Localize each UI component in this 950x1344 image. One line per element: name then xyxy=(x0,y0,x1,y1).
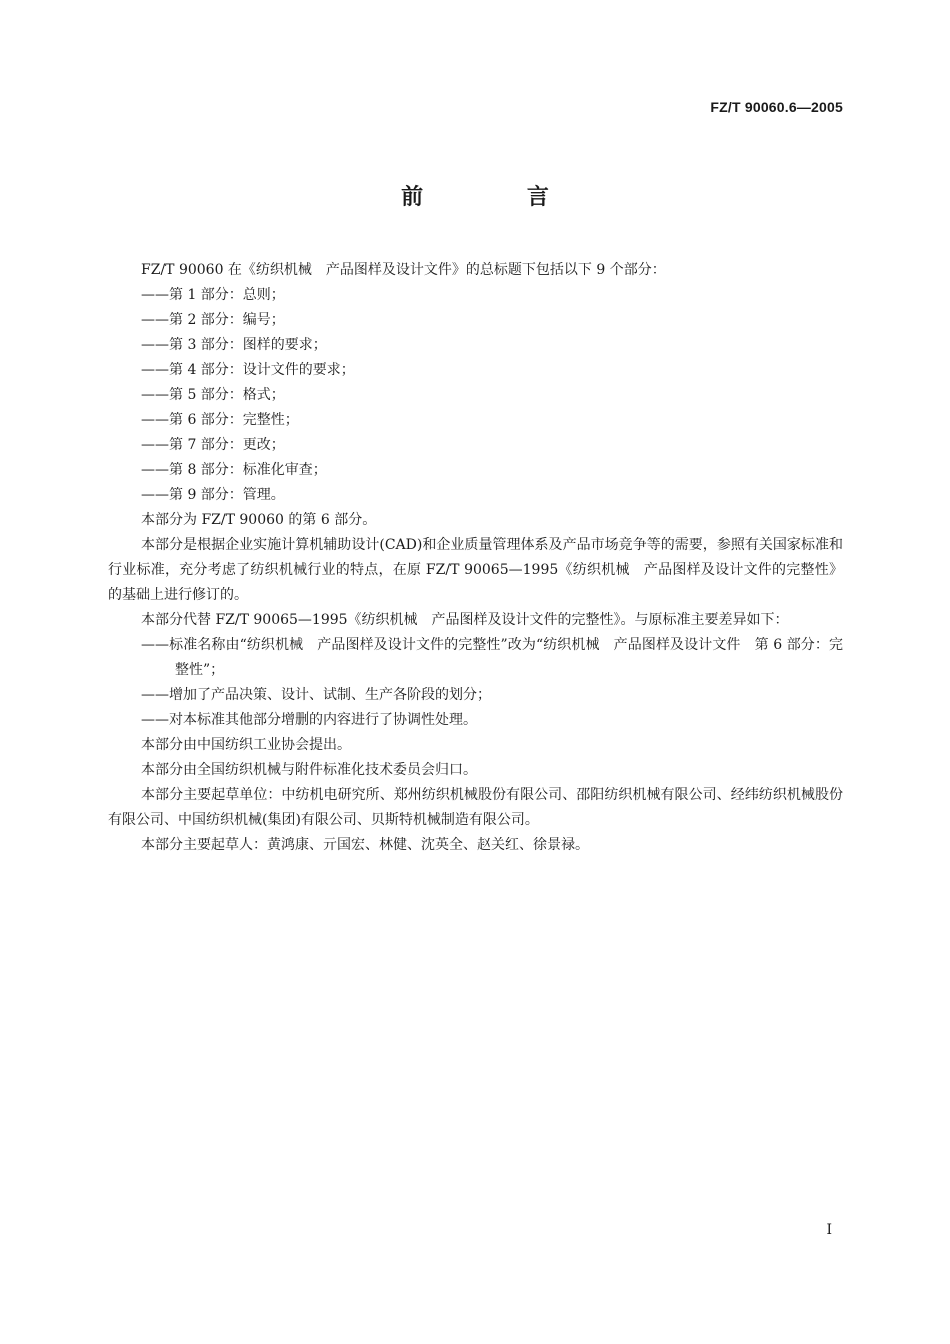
list-item: ——第 3 部分：图样的要求； xyxy=(141,337,327,353)
basis-paragraph: 本部分是根据企业实施计算机辅助设计(CAD)和企业质量管理体系及产品市场竞争等的需要，参照有关国家标准和行业标准，充分考虑了纺织机械行业的特点，在原 FZ/T 90065—1995《纺织机械 产品图样及设计文件的完整性》的基础上进行修订的。 xyxy=(108,537,843,603)
change-item: ——标准名称由“纺织机械 产品图样及设计文件的完整性”改为“纺织机械 产品图样及设计文件 第 6 部分：完整性”； xyxy=(141,637,843,678)
list-item: ——第 1 部分：总则； xyxy=(141,287,285,303)
list-item: ——第 2 部分：编号； xyxy=(141,312,285,328)
foreword-body xyxy=(108,258,843,858)
list-item: ——第 5 部分：格式； xyxy=(141,387,285,403)
standard-number: FZ/T 90060.6—2005 xyxy=(710,99,843,115)
change-item: ——增加了产品决策、设计、试制、生产各阶段的划分； xyxy=(141,687,491,703)
list-item: ——第 9 部分：管理。 xyxy=(141,487,285,503)
list-item: ——第 8 部分：标准化审查； xyxy=(141,462,327,478)
page-number: I xyxy=(826,1222,832,1238)
list-item: ——第 6 部分：完整性； xyxy=(141,412,299,428)
proposed-by-paragraph: 本部分由中国纺织工业协会提出。 xyxy=(141,737,351,753)
change-item: ——对本标准其他部分增删的内容进行了协调性处理。 xyxy=(141,712,477,728)
list-item: ——第 7 部分：更改； xyxy=(141,437,285,453)
list-item: ——第 4 部分：设计文件的要求； xyxy=(141,362,355,378)
this-part-paragraph: 本部分为 FZ/T 90060 的第 6 部分。 xyxy=(141,512,377,528)
drafters-paragraph: 本部分主要起草人：黄鸿康、亓国宏、林健、沈英全、赵关红、徐景禄。 xyxy=(141,837,589,853)
replaces-paragraph: 本部分代替 FZ/T 90065—1995《纺织机械 产品图样及设计文件的完整性》。与原标准主要差异如下： xyxy=(141,612,789,628)
page-title: 前 言 xyxy=(401,185,597,210)
drafting-units-paragraph: 本部分主要起草单位：中纺机电研究所、郑州纺织机械股份有限公司、邵阳纺织机械有限公司、经纬纺织机械股份有限公司、中国纺织机械(集团)有限公司、贝斯特机械制造有限公司。 xyxy=(108,787,843,828)
managed-by-paragraph: 本部分由全国纺织机械与附件标准化技术委员会归口。 xyxy=(141,762,477,778)
intro-paragraph: FZ/T 90060 在《纺织机械 产品图样及设计文件》的总标题下包括以下 9 个部分： xyxy=(141,262,666,278)
